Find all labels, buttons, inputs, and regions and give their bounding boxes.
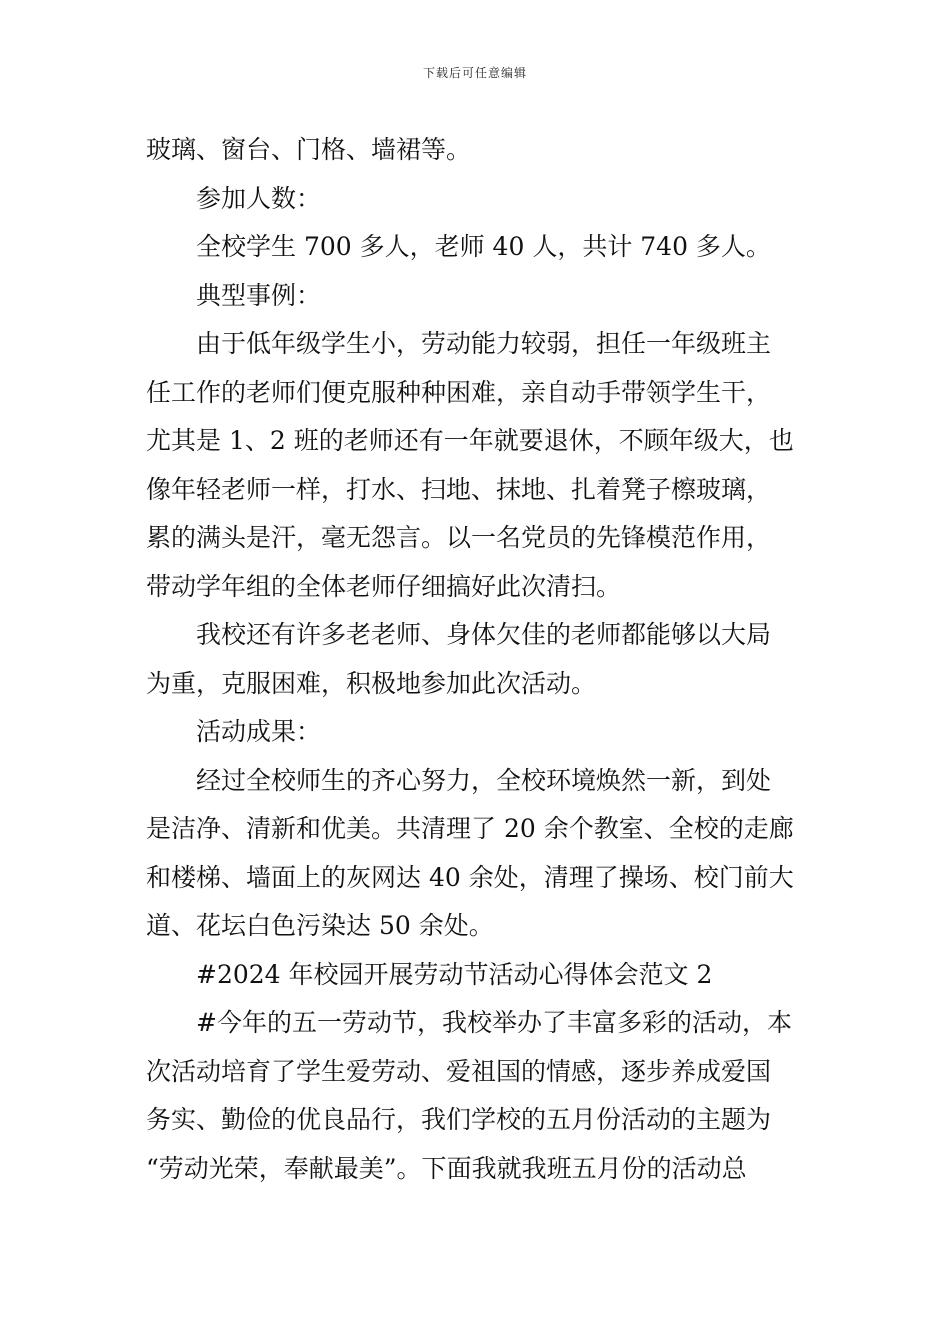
text-line-2: 参加人数： bbox=[196, 183, 322, 213]
text-line-21: 务实、勤俭的优良品行，我们学校的五月份活动的主题为 bbox=[146, 1105, 772, 1134]
text-line-3: 全校学生 700 多人，老师 40 人，共计 740 多人。 bbox=[196, 232, 771, 261]
text-line-7: 尤其是 1、2 班的老师还有一年就要退休，不顾年级大，也 bbox=[146, 426, 794, 455]
text-line-19: #今年的五一劳动节，我校举办了丰富多彩的活动，本 bbox=[196, 1008, 792, 1037]
text-line-22: “劳动光荣，奉献最美”。下面我就我班五月份的活动总 bbox=[146, 1153, 747, 1183]
text-line-12: 为重，克服困难，积极地参加此次活动。 bbox=[146, 668, 597, 698]
text-line-14: 经过全校师生的齐心努力，全校环境焕然一新，到处 bbox=[196, 765, 772, 795]
text-line-17: 道、花坛白色污染达 50 余处。 bbox=[146, 911, 494, 940]
text-line-9: 累的满头是汗，毫无怨言。以一名党员的先锋模范作用， bbox=[146, 523, 772, 552]
text-line-15: 是洁净、清新和优美。共清理了 20 余个教室、全校的走廊 bbox=[146, 814, 794, 843]
text-line-16: 和楼梯、墙面上的灰网达 40 余处，清理了操场、校门前大 bbox=[146, 862, 794, 892]
text-line-5: 由于低年级学生小，劳动能力较弱，担任一年级班主 bbox=[196, 329, 772, 358]
text-line-20: 次活动培育了学生爱劳动、爱祖国的情感，逐步养成爱国 bbox=[146, 1056, 772, 1086]
text-line-8: 像年轻老师一样，打水、扫地、抹地、扎着凳子檫玻璃， bbox=[146, 474, 772, 504]
text-line-13: 活动成果： bbox=[196, 717, 322, 746]
document-body bbox=[146, 126, 810, 1193]
text-line-4: 典型事例： bbox=[196, 280, 322, 310]
text-line-1: 玻璃、窗台、门格、墙裙等。 bbox=[146, 135, 472, 164]
text-line-18: #2024 年校园开展劳动节活动心得体会范文 2 bbox=[196, 959, 713, 989]
text-line-10: 带动学年组的全体老师仔细搞好此次清扫。 bbox=[146, 571, 622, 601]
text-line-6: 任工作的老师们便克服种种困难，亲自动手带领学生干， bbox=[146, 377, 772, 407]
page-header: 下载后可任意编辑 bbox=[422, 66, 527, 80]
text-line-11: 我校还有许多老老师、身体欠佳的老师都能够以大局 bbox=[196, 620, 772, 649]
